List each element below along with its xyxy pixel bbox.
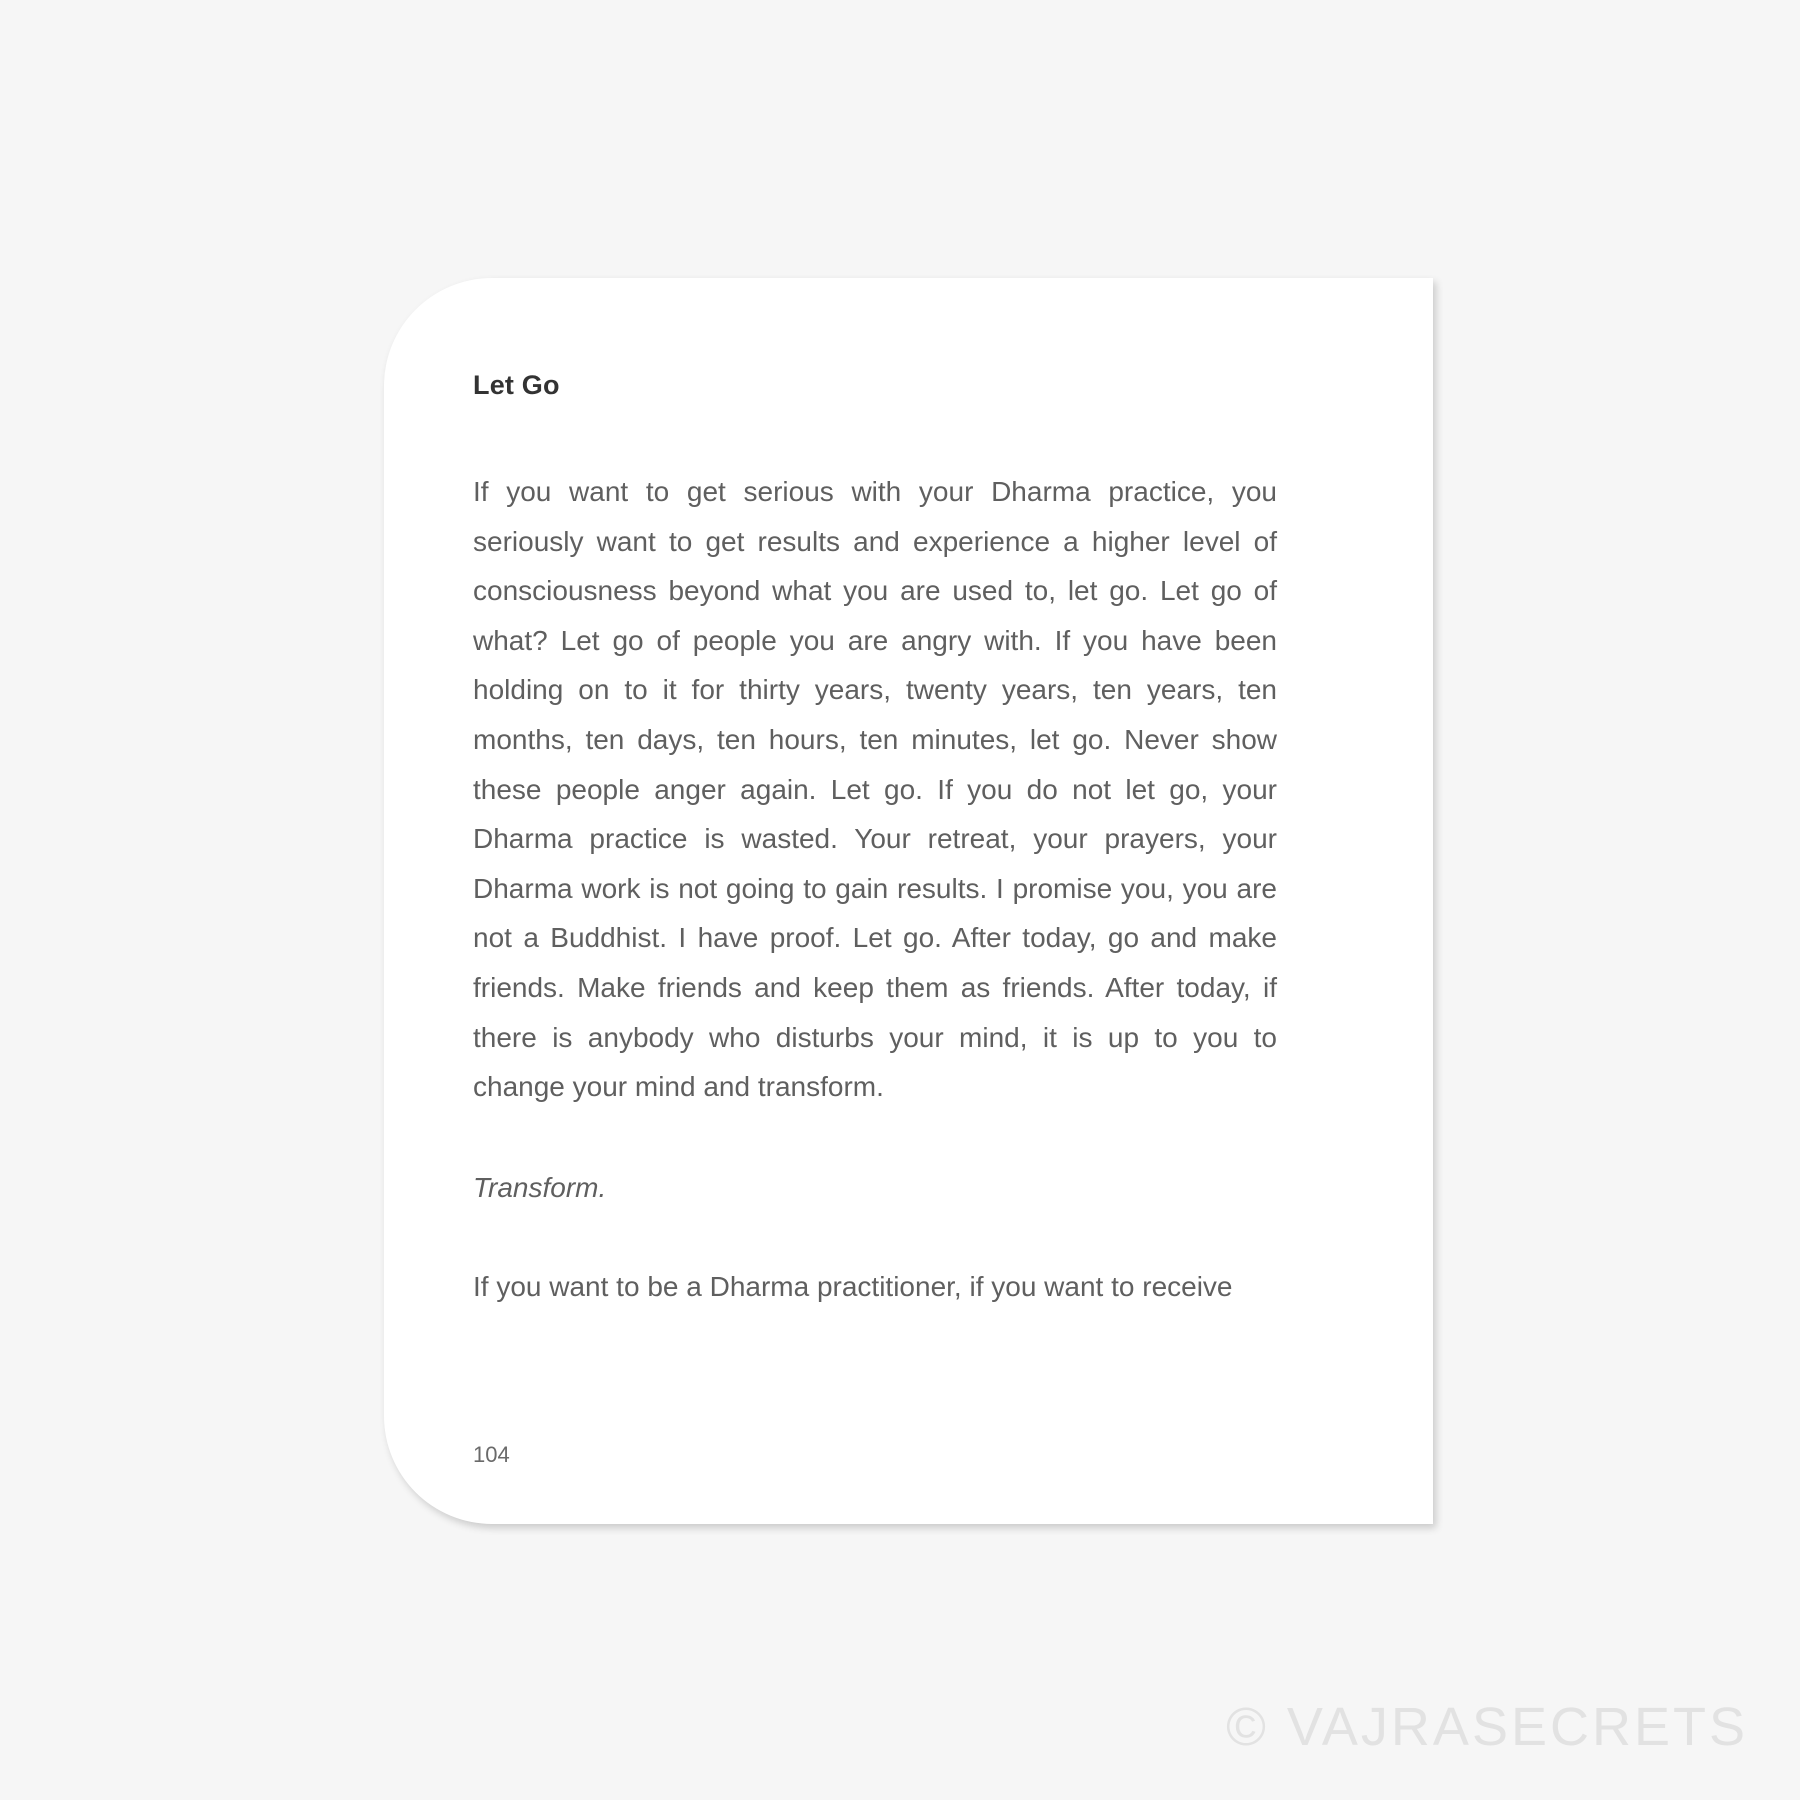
copyright-watermark: © VAJRASECRETS (1226, 1697, 1748, 1757)
body-paragraph: If you want to get serious with your Dharma practice, you seriously want to get results and experience a higher level of consciousness beyond what you are used to, let go. Let go of what? Let go of people you are angry with. If you have been holding on to it for thirty years, twenty years, ten years, ten months, ten days, ten hours, ten minutes, let go. Never show these people anger again. Let go. If you do not let go, your Dharma practice is wasted. Your retreat, your prayers, your Dharma work is not going to gain results. I promise you, you are not a Buddhist. I have proof. Let go. After today, go and make friends. Make friends and keep them as friends. After today, if there is anybody who disturbs your mind, it is up to you to change your mind and transform. (473, 476, 1277, 1103)
continued-paragraph: If you want to be a Dharma practitioner, if you want to receive (473, 1271, 1233, 1302)
chapter-title: Let Go (473, 370, 560, 400)
page-number: 104 (473, 1442, 510, 1467)
italic-paragraph: Transform. (473, 1172, 607, 1203)
book-page (384, 278, 1433, 1524)
